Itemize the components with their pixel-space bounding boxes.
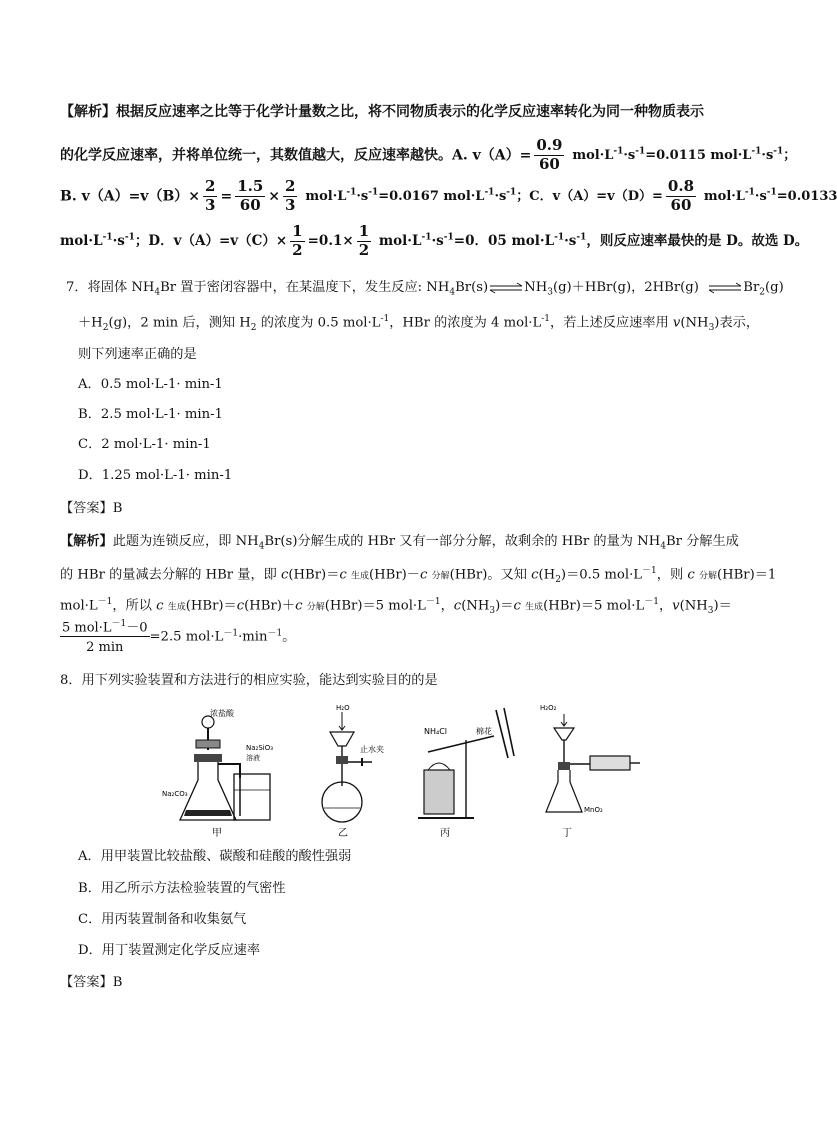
svg-text:H₂O: H₂O <box>336 704 350 712</box>
q6-analysis-line1: 【解析】根据反应速率之比等于化学计量数之比，将不同物质表示的化学反应速率转化为同一种物质表示 <box>60 104 704 120</box>
q8-option-d: D．用丁装置测定化学反应速率 <box>78 943 261 958</box>
apparatus-jia <box>160 700 280 840</box>
fraction: $\frac{0.9}{60}$ <box>536 136 563 173</box>
svg-text:NH₄Cl: NH₄Cl <box>424 727 448 736</box>
analysis-tag: 【解析】 <box>60 104 116 120</box>
q8-stem: 8．用下列实验装置和方法进行的相应实验，能达到实验目的的是 <box>60 673 438 688</box>
caption-ding: 丁 <box>562 828 572 839</box>
apparatus-ding <box>536 700 646 840</box>
svg-text:H₂O₂: H₂O₂ <box>540 704 557 712</box>
q7-analysis-line4: 5 $mol\cdot L^{-1}-0$ 2 min =2.5 $mol\cdot L^{-1}\cdot\min^{-1}$。 <box>62 619 296 656</box>
q6-analysis-line3: B. v（A）=v（B）× $\frac{2}{3}$ = $\frac{1.5}{60}$ × $\frac{2}{3}$ $mol\cdot L^{-1}\cdot s^{-1}=0.0167$ $mol\cdot L^{-1}\cdot s^{-1}$；C．v（A）=v（D）= $\frac{0.8}{60}$ $mol\cdot L^{-1}\cdot s^{-1}=0.0133$ <box>60 177 837 214</box>
q7-stem-line3: 则下列速率正确的是 <box>78 347 197 362</box>
apparatus-yi <box>316 700 396 840</box>
q7-option-c: C．2 mol·L-1· min-1 <box>78 437 211 452</box>
q8-option-c: C．用丙装置制备和收集氨气 <box>78 912 247 927</box>
q7-analysis-line2: 的 HBr 的量减去分解的 HBr 量，即 c(HBr)＝c 生成(HBr)－c 分解(HBr)。又知 $c(H_2)=0.5$ $mol\cdot L^{-1}$，则 c 分解(HBr)＝1 <box>60 566 777 586</box>
caption-yi: 乙 <box>338 828 348 839</box>
caption-bing: 丙 <box>440 828 450 839</box>
svg-text:MnO₂: MnO₂ <box>584 806 603 814</box>
svg-text:溶液: 溶液 <box>246 754 260 762</box>
q7-option-d: D．1.25 mol·L-1· min-1 <box>78 468 233 483</box>
equilibrium-arrow-icon <box>708 283 742 293</box>
q7-analysis-line1: 【解析】此题为连锁反应，即 $NH_4Br(s)$分解生成的 HBr 又有一部分分解，故剩余的 HBr 的量为 $NH_4Br$ 分解生成 <box>60 534 739 552</box>
q8-answer: 【答案】B <box>60 975 123 990</box>
label-conc-hcl: 浓盐酸 <box>210 709 234 718</box>
q7-stem-line2: $+H_2(g)$，2 min 后，测知 $H_2$ 的浓度为 0.5 $mol\cdot L^{-1}$，HBr 的浓度为 4 $mol\cdot L^{-1}$，若上述反应速率用 $v(NH_3)$表示， <box>78 314 760 334</box>
q6-analysis-line2: 的化学反应速率，并将单位统一，其数值越大，反应速率越快。A. v（A）= $\frac{0.9}{60}$ $mol\cdot L^{-1}\cdot s^{-1}=0.0115$ $mol\cdot L^{-1}\cdot s^{-1}$； <box>60 136 797 173</box>
svg-text:Na₂SiO₃: Na₂SiO₃ <box>246 744 274 752</box>
q7-option-b: B．2.5 mol·L-1· min-1 <box>78 407 223 422</box>
svg-text:Na₂CO₃: Na₂CO₃ <box>162 790 188 798</box>
svg-text:棉花: 棉花 <box>476 727 492 736</box>
equilibrium-arrow-icon <box>489 283 523 293</box>
q8-option-a: A．用甲装置比较盐酸、碳酸和硅酸的酸性强弱 <box>78 849 352 864</box>
q7-analysis-line3: $mol\cdot L^{-1}$，所以 c 生成(HBr)＝c(HBr)＋c 分解(HBr)＝5 $mol\cdot L^{-1}$，$c(NH_3)=c$ 生成(HBr)＝5 $mol\cdot L^{-1}$，$v(NH_3)=$ <box>60 597 732 617</box>
svg-text:止水夹: 止水夹 <box>360 745 384 754</box>
fraction: 5 $mol\cdot L^{-1}-0$ 2 min <box>62 619 148 656</box>
q6-analysis-line4: $mol\cdot L^{-1}\cdot s^{-1}$；D．v（A）=v（C）× $\frac{1}{2}$ =0.1× $\frac{1}{2}$ $mol\cdot L^{-1}\cdot s^{-1}=0$．05 $mol\cdot L^{-1}\cdot s^{-1}$，则反应速率最快的是 D。故选 D。 <box>60 222 809 259</box>
q7-answer: 【答案】B <box>60 501 123 516</box>
q8-option-b: B．用乙所示方法检验装置的气密性 <box>78 881 286 896</box>
apparatus-bing <box>410 700 520 840</box>
q7-option-a: A．0.5 mol·L-1· min-1 <box>78 377 223 392</box>
q7-stem-line1: 7．将固体 $NH_4Br$ 置于密闭容器中，在某温度下，发生反应: $NH_4Br(s)$ $NH_3(g)+HBr(g)$，2HBr(g) $Br_2(g)$ <box>66 280 784 298</box>
caption-jia: 甲 <box>212 828 222 839</box>
